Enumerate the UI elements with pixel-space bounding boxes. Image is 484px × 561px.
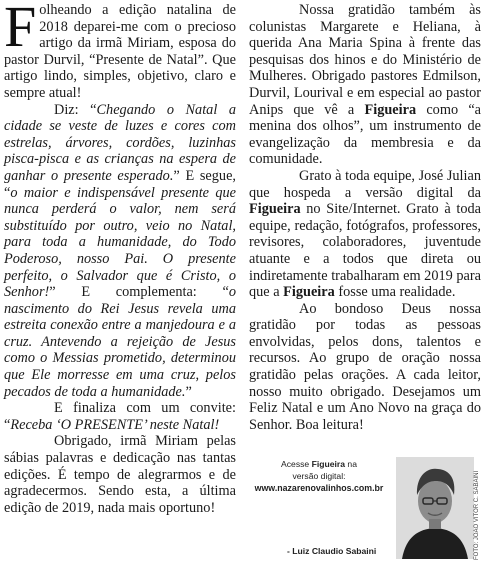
website-link[interactable]: www.nazarenovalinhos.com.br: [254, 483, 384, 493]
author-photo: [396, 457, 474, 559]
paragraph-4: Obrigado, irmã Miriam pelas sábias palavras e dedicação nas tantas edições. É tempo de alegrarmos e de agradecermos. Sendo esta, a última edição de 2019, nada mais oportuno!: [4, 433, 236, 516]
digital-version-promo: [249, 458, 389, 556]
p2-text-g: ”: [185, 383, 192, 400]
author-portrait-image: [396, 457, 474, 559]
paragraph-7: Ao bondoso Deus nossa gratidão por todas as pessoas envolvidas, pelos dons, talentos e recursos. Ao grupo de oração nossa gratidão pelas orações. A cada leitor, nosso muito obrigado. Desejamos um Feliz Natal e um Ano Novo na graça do Senhor. Boa leitura!: [249, 300, 481, 433]
photo-credit: FOTO: JOÃO VITOR C. SABAINI: [474, 470, 480, 560]
author-signature: - Luiz Claudio Sabaini: [287, 546, 377, 556]
p2-quote-2: o maior e indispensável presente que nunca perderá o valor, nem será substituído por outro, veio no Natal, para toda a humanidade, do Todo Poderoso, nosso Pai. O presente perfeito, o Salvador que é Cristo, o Senhor!: [4, 184, 236, 301]
promo-line-1c: na: [345, 459, 357, 469]
p2-text-c: ” E segue, “: [4, 167, 236, 201]
drop-cap: F: [4, 0, 37, 59]
p6-text-c: no Site/Internet. Grato à toda equipe, redação, fotógrafos, professores, revisores, colaboradores, juventude atuante e a todos que direta ou indiretamente trabalharam em 2019 para que a: [249, 201, 481, 301]
promo-line-1a: Acesse: [281, 459, 312, 469]
p2-text-a: Diz: “: [54, 101, 97, 118]
p5-text-c: como “a menina dos olhos”, um instrumento de evangelização da membresia e da comunidade.: [249, 101, 482, 168]
left-column: [4, 2, 236, 516]
p6-text-e: fosse uma realidade.: [334, 284, 456, 301]
promo-line-1: [249, 458, 389, 470]
p5-figueira: Figueira: [364, 101, 417, 118]
paragraph-1-text: olheando a edição natalina de 2018 deparei-me com o precioso artigo da irmã Miriam, esposa do pastor Durvil, “Presente de Natal”. Que artigo lindo, simples, objetivo, claro e sempre atual!: [4, 2, 236, 101]
paragraph-2: [4, 102, 236, 401]
promo-figueira: Figueira: [311, 459, 346, 469]
p2-text-e: ” E complementa: “: [49, 284, 229, 301]
paragraph-1: [4, 2, 236, 102]
paragraph-3: [4, 400, 236, 433]
right-column: [249, 2, 481, 433]
p3-text-a: E finaliza com um convite: “: [4, 400, 236, 433]
p6-figueira-1: Figueira: [249, 201, 301, 218]
p5-text-a: Nossa gratidão também às colunistas Margarete e Heliana, à querida Ana Maria Spina à frente das pesquisas dos hinos e do Ministério de Mulheres. Obrigado pastores Edmilson, Durvil, Lourival e em especial ao pastor Anips que vê a: [249, 2, 481, 118]
paragraph-6: [249, 168, 481, 301]
p2-quote-1: Chegando o Natal a cidade se veste de luzes e cores com estrelas, árvores, cordões, luzinhas pisca-pisca e as crianças na espera de ganhar o presente esperado.: [4, 101, 236, 184]
paragraph-5: [249, 2, 481, 168]
p3-quote: Receba ‘O PRESENTE’ neste Natal!: [10, 416, 220, 433]
p6-text-a: Grato à toda equipe, José Julian que hospeda a versão digital da: [249, 167, 481, 201]
promo-line-2: versão digital:: [292, 471, 346, 481]
p6-figueira-2: Figueira: [283, 284, 335, 301]
p2-quote-3: o nascimento do Rei Jesus revela uma estreita conexão entre a manjedoura e a cruz. Antevendo a rejeição de Jesus como o Messias prometido, determinou que Ele morresse em uma cruz, pelos pecados de toda a humanidade.: [4, 284, 236, 400]
